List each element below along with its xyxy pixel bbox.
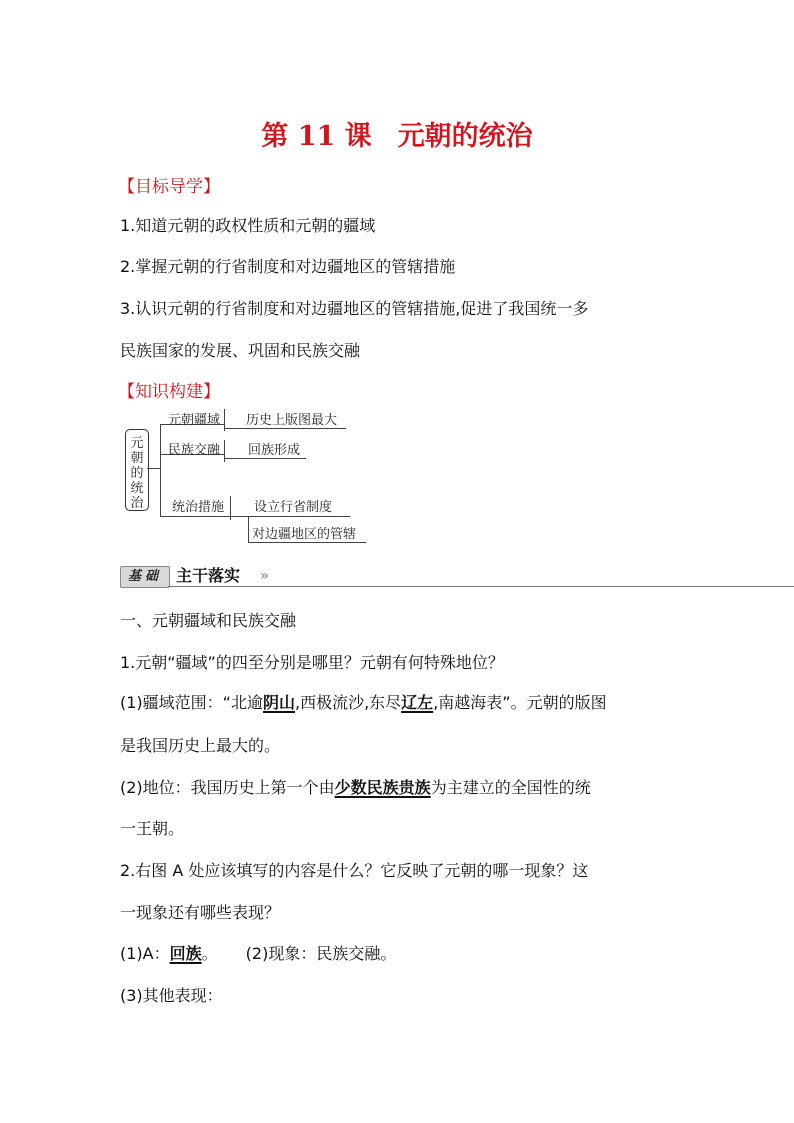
answer-line: (3)其他表现： (120, 986, 223, 1005)
answer-blank: 阴山 (262, 693, 295, 712)
goals-tag: 【目标导学】 (118, 177, 220, 197)
root-char: 朝 (130, 451, 144, 466)
root-char: 统 (130, 481, 144, 496)
answer-blank: 辽左 (401, 693, 434, 712)
goal-item: 民族国家的发展、巩固和民族交融 (120, 341, 361, 360)
content-heading: 一、元朝疆域和民族交融 (120, 611, 297, 630)
root-char: 治 (130, 496, 144, 511)
answer-line: 是我国历史上最大的。 (120, 736, 281, 755)
section-title: 主干落实 (176, 566, 241, 585)
answer-line (120, 941, 396, 964)
section-rule (168, 586, 794, 587)
answer-text: 为主建立的全国性的统 (430, 778, 591, 797)
answer-text: (1)疆域范围：“北逾 (120, 693, 263, 712)
root-char: 的 (130, 466, 144, 481)
goal-item: 3.认识元朝的行省制度和对边疆地区的管辖措施,促进了我国统一多 (120, 299, 589, 318)
connector-line (160, 424, 161, 516)
answer-text: (1)A： (120, 944, 170, 963)
connector-line (224, 458, 306, 459)
lesson-title (0, 114, 794, 153)
question: 2.右图 A 处应该填写的内容是什么？它反映了元朝的哪一现象？这 (120, 861, 589, 880)
answer-text: ,西极流沙,东尽 (294, 693, 402, 712)
section-badge: 基础 (120, 566, 170, 588)
answer-line: 一王朝。 (120, 819, 185, 838)
connector-line (248, 516, 249, 542)
answer-text: 。 (201, 944, 218, 963)
answer-text: (2)地位：我国历史上第一个由 (120, 778, 335, 797)
root-char: 元 (130, 436, 144, 451)
answer-blank: 回族 (169, 944, 202, 963)
knowledge-mindmap (118, 404, 378, 554)
answer-blank: 少数民族贵族 (334, 778, 431, 797)
connector-line (224, 428, 346, 429)
knowledge-tag: 【知识构建】 (118, 382, 220, 402)
answer-line (120, 775, 591, 798)
answer-text: ,南越海表”。元朝的版图 (433, 693, 607, 712)
lesson-number: 第 11 课 (261, 121, 372, 152)
branch-detail: 回族形成 (248, 443, 301, 458)
branch-detail: 对边疆地区的管辖 (252, 527, 357, 542)
section-bar (120, 565, 794, 587)
branch-label: 民族交融 (168, 443, 221, 458)
double-chevron-icon: » (260, 568, 270, 584)
question: 1.元朝“疆域”的四至分别是哪里？元朝有何特殊地位？ (120, 653, 504, 672)
question: 一现象还有哪些表现？ (120, 903, 281, 922)
answer-text: (2)现象：民族交融。 (245, 944, 397, 963)
lesson-name: 元朝的统治 (397, 121, 533, 152)
connector-line (248, 542, 366, 543)
branch-detail: 历史上版图最大 (246, 413, 338, 428)
goal-item: 2.掌握元朝的行省制度和对边疆地区的管辖措施 (120, 257, 456, 276)
goal-item: 1.知道元朝的政权性质和元朝的疆域 (120, 216, 376, 235)
branch-label: 统治措施 (172, 500, 225, 515)
connector-line (160, 516, 230, 517)
branch-label: 元朝疆域 (168, 413, 221, 428)
answer-line (120, 690, 607, 713)
connector-line (147, 468, 160, 469)
branch-detail: 设立行省制度 (254, 500, 333, 515)
mindmap-root (125, 429, 149, 511)
